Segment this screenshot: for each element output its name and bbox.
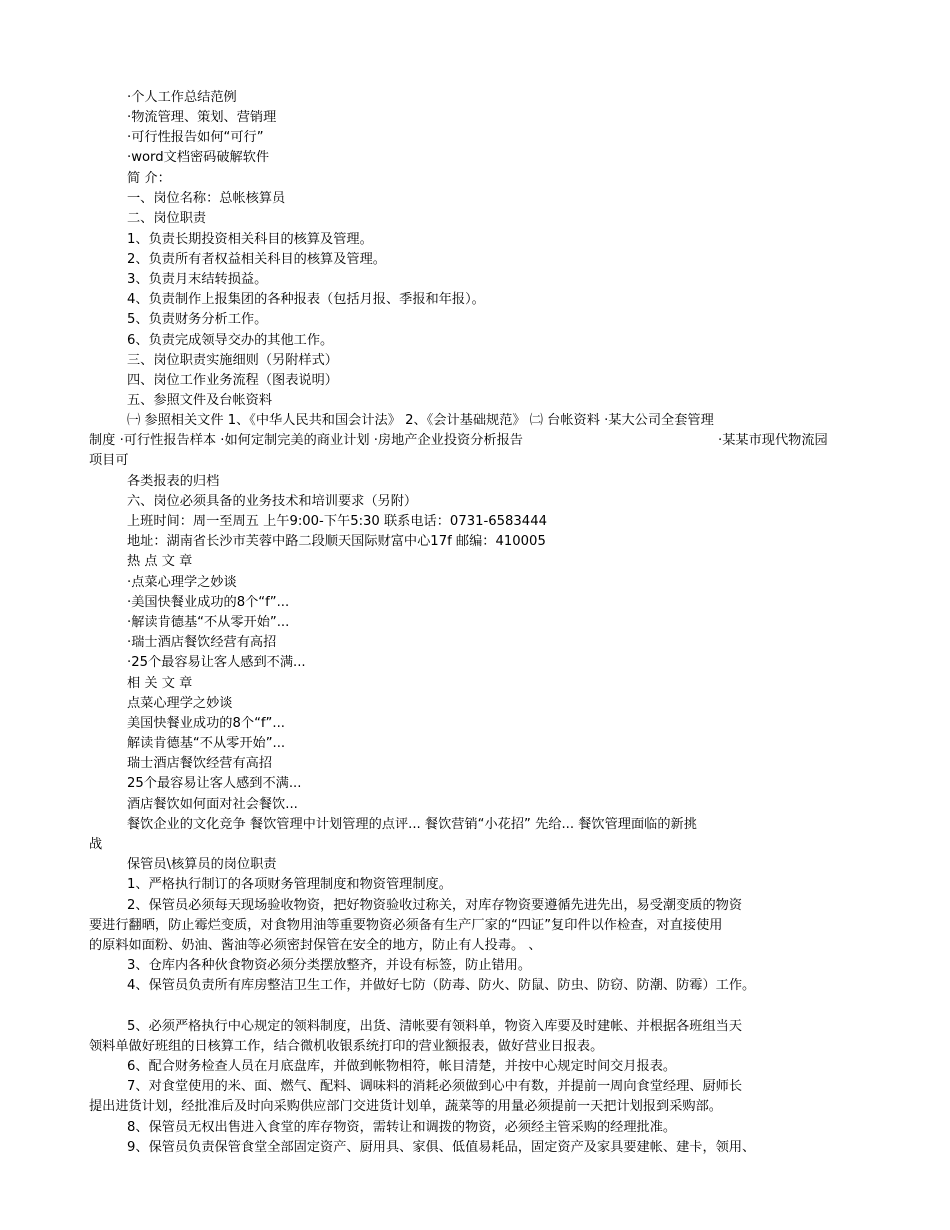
section-4: 四、岗位工作业务流程（图表说明） [127,373,338,388]
hot-article-link[interactable]: ·点菜心理学之妙谈 [127,575,237,590]
hot-article-link[interactable]: ·解读肯德基“不从零开始”... [127,615,290,630]
related-more-links[interactable]: 餐饮企业的文化竞争 餐饮管理中计划管理的点评... 餐饮营销“小花招” 先给... 餐饮管理面临的新挑 [127,817,697,832]
related-article-link[interactable]: 瑞士酒店餐饮经营有高招 [127,756,273,771]
reference-line-cont: 制度 ·可行性报告样本 ·如何定制完美的商业计划 ·房地产企业投资分析报告 [89,433,523,448]
keeper-duty-3: 3、仓库内各种伙食物资必须分类摆放整齐，并设有标签，防止错用。 [127,958,532,973]
duty-item: 3、负责月末结转损益。 [127,272,268,287]
reference-line-tail: 项目可 [89,453,129,468]
keeper-heading: 保管员\核算员的岗位职责 [127,857,277,872]
related-article-link[interactable]: 酒店餐饮如何面对社会餐饮... [127,797,298,812]
address: 地址：湖南省长沙市芙蓉中路二段顺天国际财富中心17f 邮编：410005 [127,534,546,549]
keeper-duty-4: 4、保管员负责所有库房整洁卫生工作，并做好七防（防毒、防火、防鼠、防虫、防窃、防潮、防霉）工作。 [127,978,756,993]
keeper-duty-2-cont: 的原料如面粉、奶油、酱油等必须密封保管在安全的地方，防止有人投毒。 、 [89,938,542,953]
link-logistics-park[interactable]: ·某某市现代物流园 [718,433,828,448]
link-work-summary[interactable]: ·个人工作总结范例 [127,90,237,105]
keeper-duty-7-cont: 提出进货计划，经批准后及时向采购供应部门交进货计划单，蔬菜等的用量必须提前一天把计划报到采购部。 [89,1099,722,1114]
related-articles-heading: 相 关 文 章 [127,676,193,691]
hot-article-link[interactable]: ·美国快餐业成功的8个“f”... [127,595,290,610]
related-more-links-cont: 战 [89,837,103,852]
job-name: 一、岗位名称：总帐核算员 [127,191,286,206]
duty-item: 1、负责长期投资相关科目的核算及管理。 [127,232,373,247]
link-feasibility[interactable]: ·可行性报告如何“可行” [127,130,264,145]
related-article-link[interactable]: 25个最容易让客人感到不满... [127,776,302,791]
keeper-duty-7: 7、对食堂使用的米、面、燃气、配料、调味料的消耗必须做到心中有数，并提前一周向食堂经理、厨师长 [127,1079,743,1094]
related-article-link[interactable]: 解读肯德基“不从零开始”... [127,736,286,751]
duty-item: 5、负责财务分析工作。 [127,312,268,327]
duty-item: 4、负责制作上报集团的各种报表（包括月报、季报和年报）。 [127,292,485,307]
keeper-duty-5-cont: 领料单做好班组的日核算工作，结合微机收银系统打印的营业额报表，做好营业日报表。 [89,1039,604,1054]
hot-articles-heading: 热 点 文 章 [127,554,193,569]
archive-note: 各类报表的归档 [127,474,220,489]
duty-item: 2、负责所有者权益相关科目的核算及管理。 [127,252,386,267]
keeper-duty-5: 5、必须严格执行中心规定的领料制度，出货、清帐要有领料单，物资入库要及时建帐、并根据各班组当天 [127,1019,743,1034]
link-word-password[interactable]: ·word文档密码破解软件 [127,150,270,165]
work-hours: 上班时间：周一至周五 上午9:00-下午5:30 联系电话：0731-6583444 [127,514,547,529]
keeper-duty-2-cont: 要进行翻晒，防止霉烂变质，对食物用油等重要物资必须备有生产厂家的“四证”复印件以作检查，对直接使用 [89,918,723,933]
section-3: 三、岗位职责实施细则（另附样式） [127,353,338,368]
keeper-duty-9: 9、保管员负责保管食堂全部固定资产、厨用具、家俱、低值易耗品，固定资产及家具要建帐、建卡，领用、 [127,1140,756,1155]
related-article-link[interactable]: 点菜心理学之妙谈 [127,696,233,711]
keeper-duty-6: 6、配合财务检查人员在月底盘库，并做到帐物相符，帐目清楚，并按中心规定时间交月报表。 [127,1059,677,1074]
reference-line: ㈠ 参照相关文件 1、《中华人民共和国会计法》 2、《会计基础规范》 ㈡ 台帐资料 ·某大公司全套管理 [127,413,714,428]
link-logistics[interactable]: ·物流管理、策划、营销理 [127,110,277,125]
duty-heading: 二、岗位职责 [127,211,207,226]
related-article-link[interactable]: 美国快餐业成功的8个“f”... [127,716,285,731]
hot-article-link[interactable]: ·瑞士酒店餐饮经营有高招 [127,635,277,650]
duty-item: 6、负责完成领导交办的其他工作。 [127,333,334,348]
section-5: 五、参照文件及台帐资料 [127,393,273,408]
keeper-duty-1: 1、严格执行制订的各项财务管理制度和物资管理制度。 [127,877,452,892]
keeper-duty-2: 2、保管员必须每天现场验收物资，把好物资验收过称关，对库存物资要遵循先进先出，易受潮变质的物资 [127,898,743,913]
keeper-duty-8: 8、保管员无权出售进入食堂的库存物资，需转让和调拨的物资，必须经主管采购的经理批准。 [127,1120,677,1135]
intro-label: 简 介： [127,171,171,186]
section-6: 六、岗位必须具备的业务技术和培训要求（另附） [127,494,418,509]
hot-article-link[interactable]: ·25个最容易让客人感到不满... [127,655,306,670]
